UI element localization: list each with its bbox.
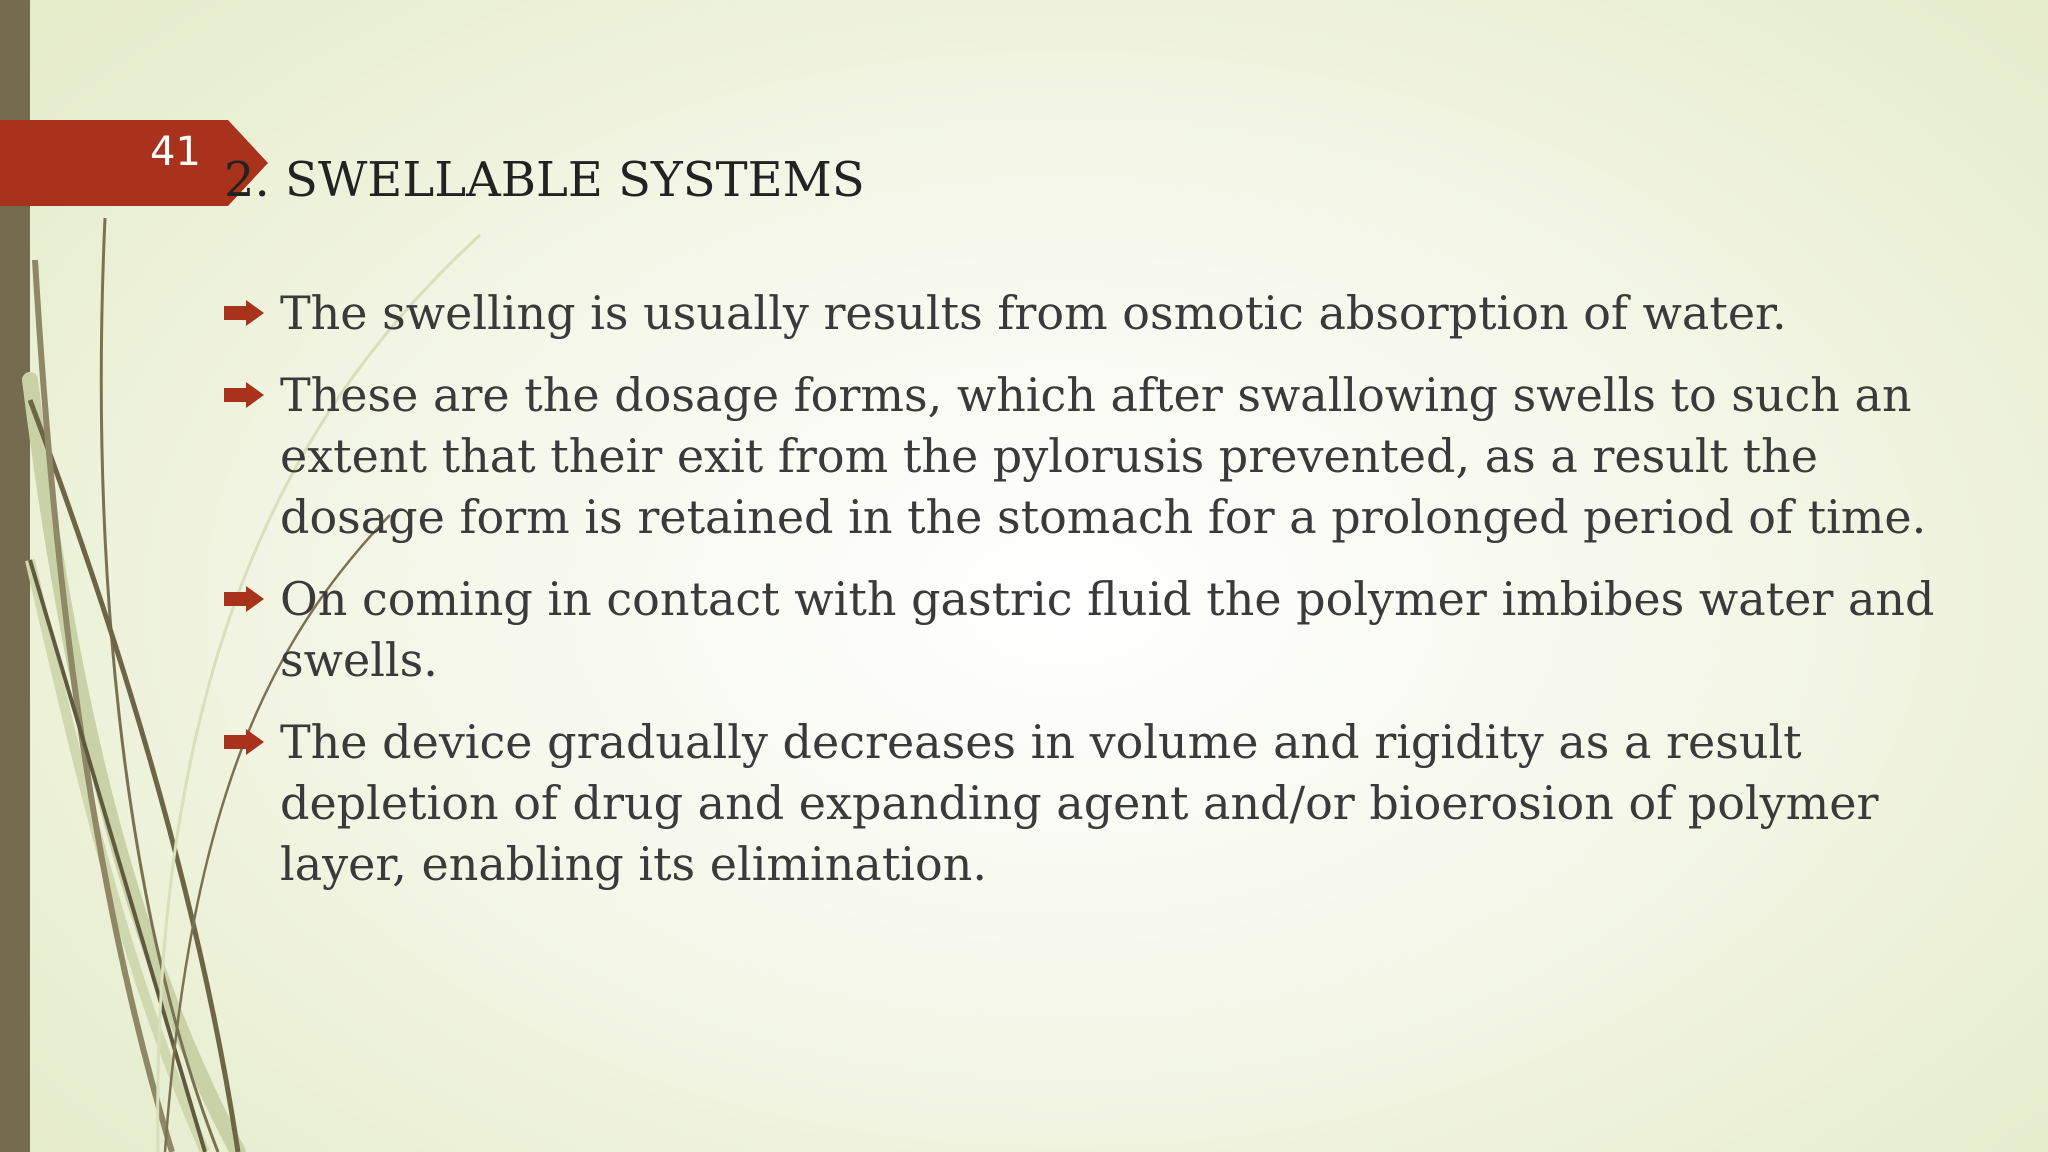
bullet-text: These are the dosage forms, which after swallowing swells to such an extent that their exit from the pylorusis prevented, as a result the dosage form is retained in the stomach for a prolonged period of time. bbox=[280, 368, 1927, 544]
right-arrow-icon bbox=[224, 729, 264, 755]
bullet-list bbox=[224, 283, 1984, 916]
bullet-item bbox=[224, 283, 1984, 344]
bullet-text: The device gradually decreases in volume and rigidity as a result depletion of drug and expanding agent and/or bioerosion of polymer layer, enabling its elimination. bbox=[280, 715, 1879, 891]
bullet-item bbox=[224, 365, 1984, 548]
right-arrow-icon bbox=[224, 382, 264, 408]
slide-number: 41 bbox=[150, 129, 201, 175]
decorative-curve bbox=[30, 380, 238, 1152]
bullet-text: On coming in contact with gastric fluid the polymer imbibes water and swells. bbox=[280, 572, 1935, 687]
right-arrow-icon bbox=[224, 586, 264, 612]
bullet-text: The swelling is usually results from osmotic absorption of water. bbox=[280, 286, 1787, 340]
decorative-curve bbox=[30, 400, 238, 1152]
right-arrow-icon bbox=[224, 300, 264, 326]
slide-title: 2. SWELLABLE SYSTEMS bbox=[224, 152, 865, 208]
bullet-item bbox=[224, 712, 1984, 895]
bullet-item bbox=[224, 569, 1984, 691]
